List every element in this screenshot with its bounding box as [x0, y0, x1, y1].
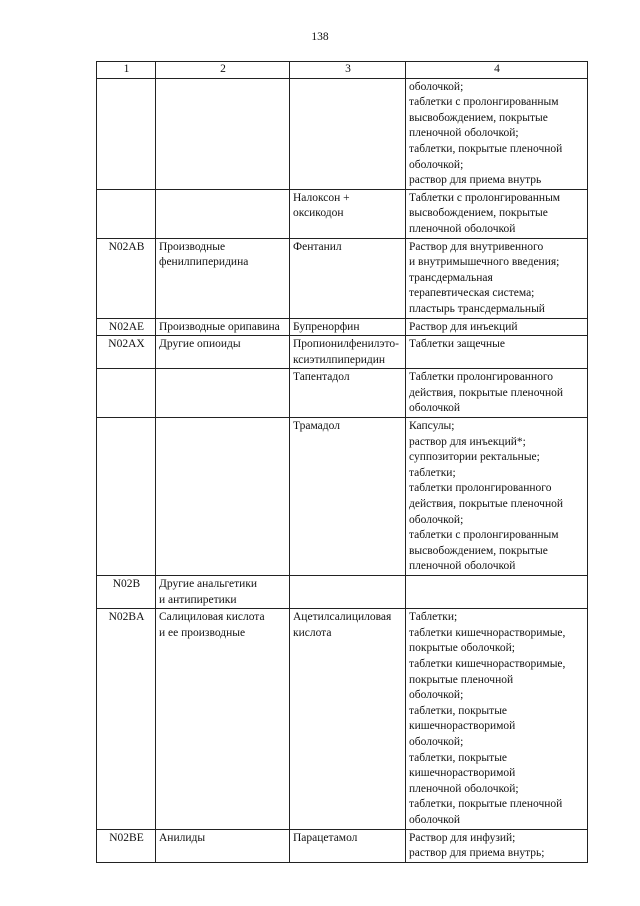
drug-name-line: Пропионилфенилэто- [293, 338, 399, 351]
drug-registry-table [96, 61, 588, 863]
group-name-line: Другие анальгетики [159, 578, 258, 590]
drug-name-line: кислота [293, 626, 332, 639]
drug-name-cell [290, 829, 406, 862]
dosage-forms-line: таблетки кишечнорастворимые, [409, 626, 566, 639]
drug-name-cell [290, 238, 406, 318]
dosage-forms-line: пленочной оболочкой [409, 560, 516, 573]
dosage-forms-cell [406, 318, 588, 336]
group-name-cell [156, 189, 290, 238]
atc-code-cell: N02AX [97, 336, 156, 369]
dosage-forms-line: Таблетки пролонгированного [409, 371, 554, 384]
dosage-forms-cell [406, 336, 588, 369]
dosage-forms-line: пластырь трансдермальный [409, 302, 545, 315]
dosage-forms-line: и внутримышечного введения; [409, 256, 560, 269]
table-row [97, 336, 588, 369]
dosage-forms-line: таблетки; [409, 466, 456, 479]
dosage-forms-line: оболочкой; [409, 158, 464, 171]
group-name-cell [156, 78, 290, 189]
atc-code-cell: N02BE [97, 829, 156, 862]
table-row [97, 576, 588, 609]
table-row [97, 609, 588, 829]
atc-code-cell: N02BA [97, 609, 156, 829]
group-name-cell [156, 336, 290, 369]
dosage-forms-cell [406, 238, 588, 318]
dosage-forms-line: оболочкой; [409, 735, 464, 748]
drug-name-line: Бупренорфин [293, 320, 360, 333]
drug-name-line: Ацетилсалициловая [293, 611, 392, 624]
dosage-forms-line: действия, покрытые пленочной [409, 498, 564, 511]
group-name-line: и антипиретики [159, 593, 237, 606]
dosage-forms-line: таблетки, покрытые [409, 704, 508, 717]
atc-code-cell [97, 78, 156, 189]
group-name-line: Салициловая кислота [159, 611, 265, 624]
dosage-forms-line: таблетки с пролонгированным [409, 96, 559, 109]
drug-name-cell [290, 576, 406, 609]
drug-name-cell [290, 418, 406, 576]
drug-name-cell [290, 78, 406, 189]
dosage-forms-cell [406, 189, 588, 238]
table-row [97, 238, 588, 318]
dosage-forms-cell [406, 576, 588, 609]
group-name-line: и ее производные [159, 626, 246, 639]
table-row [97, 189, 588, 238]
atc-code-cell [97, 418, 156, 576]
dosage-forms-line: оболочкой; [409, 513, 464, 526]
dosage-forms-line: раствор для приема внутрь; [409, 847, 545, 860]
group-name-line: фенилпиперидина [159, 256, 249, 269]
group-name-cell [156, 238, 290, 318]
group-name-cell [156, 418, 290, 576]
drug-name-line: Фентанил [293, 240, 342, 253]
drug-name-line: Налоксон + [293, 191, 350, 204]
column-header-4: 4 [406, 62, 588, 79]
dosage-forms-line: покрытые пленочной [409, 673, 514, 686]
dosage-forms-line: пленочной оболочкой; [409, 782, 519, 795]
drug-name-cell [290, 609, 406, 829]
dosage-forms-line: раствор для приема внутрь [409, 174, 542, 187]
drug-name-cell [290, 189, 406, 238]
dosage-forms-line: Раствор для инъекций [409, 320, 518, 333]
group-name-cell [156, 829, 290, 862]
dosage-forms-line: действия, покрытые пленочной [409, 386, 564, 399]
dosage-forms-line: высвобождением, покрытые [409, 544, 548, 557]
group-name-cell [156, 369, 290, 418]
table-row [97, 829, 588, 862]
dosage-forms-cell [406, 369, 588, 418]
group-name-cell [156, 609, 290, 829]
drug-name-line: ксиэтилпиперидин [293, 353, 386, 366]
dosage-forms-line: Таблетки защечные [409, 338, 505, 351]
group-name-cell [156, 576, 290, 609]
group-name-line: Производные [159, 240, 226, 253]
group-name-line: Производные орипавина [159, 320, 280, 333]
dosage-forms-line: таблетки с пролонгированным [409, 529, 559, 542]
drug-name-line: оксикодон [293, 207, 344, 220]
dosage-forms-line: таблетки пролонгированного [409, 482, 552, 495]
dosage-forms-cell [406, 829, 588, 862]
atc-code-cell: N02B [97, 576, 156, 609]
table-header-row [97, 62, 588, 79]
atc-code-cell: N02AE [97, 318, 156, 336]
table-body [97, 78, 588, 862]
dosage-forms-line: таблетки, покрытые пленочной [409, 142, 563, 155]
atc-code-cell [97, 369, 156, 418]
column-header-3: 3 [290, 62, 406, 79]
atc-code-cell: N02AB [97, 238, 156, 318]
column-header-1: 1 [97, 62, 156, 79]
table-row [97, 418, 588, 576]
dosage-forms-line: терапевтическая система; [409, 287, 535, 300]
drug-name-cell [290, 336, 406, 369]
column-header-2: 2 [156, 62, 290, 79]
table-row [97, 318, 588, 336]
group-name-cell [156, 318, 290, 336]
drug-name-line: Тапентадол [293, 371, 350, 384]
dosage-forms-line: оболочкой [409, 813, 461, 826]
dosage-forms-line: покрытые оболочкой; [409, 642, 515, 655]
drug-name-line: Трамадол [293, 420, 340, 433]
dosage-forms-line: оболочкой [409, 402, 461, 415]
group-name-line: Анилиды [159, 831, 206, 844]
dosage-forms-line: высвобождением, покрытые [409, 111, 548, 124]
dosage-forms-line: пленочной оболочкой; [409, 127, 519, 140]
dosage-forms-line: таблетки, покрытые пленочной [409, 798, 563, 811]
dosage-forms-line: таблетки кишечнорастворимые, [409, 657, 566, 670]
drug-name-line: Парацетамол [293, 831, 358, 844]
page-number: 138 [311, 31, 329, 43]
drug-name-cell [290, 318, 406, 336]
dosage-forms-cell [406, 418, 588, 576]
table-row [97, 369, 588, 418]
dosage-forms-cell [406, 609, 588, 829]
dosage-forms-line: оболочкой; [409, 80, 464, 93]
dosage-forms-line: Капсулы; [409, 420, 455, 433]
dosage-forms-line: кишечнорастворимой [409, 720, 516, 733]
drug-name-cell [290, 369, 406, 418]
dosage-forms-cell [406, 78, 588, 189]
dosage-forms-line: таблетки, покрытые [409, 751, 508, 764]
dosage-forms-line: оболочкой; [409, 689, 464, 702]
dosage-forms-line: суппозитории ректальные; [409, 451, 540, 464]
dosage-forms-line: раствор для инъекций*; [409, 435, 526, 448]
dosage-forms-line: кишечнорастворимой [409, 767, 516, 780]
dosage-forms-line: Раствор для внутривенного [409, 240, 544, 253]
dosage-forms-line: Раствор для инфузий; [409, 831, 516, 844]
dosage-forms-line: высвобождением, покрытые [409, 207, 548, 220]
dosage-forms-line: пленочной оболочкой [409, 222, 516, 235]
dosage-forms-line: Таблетки с пролонгированным [409, 191, 561, 204]
atc-code-cell [97, 189, 156, 238]
table-row [97, 78, 588, 189]
dosage-forms-line: трансдермальная [409, 271, 493, 284]
group-name-line: Другие опиоиды [159, 338, 241, 351]
dosage-forms-line: Таблетки; [409, 611, 458, 624]
